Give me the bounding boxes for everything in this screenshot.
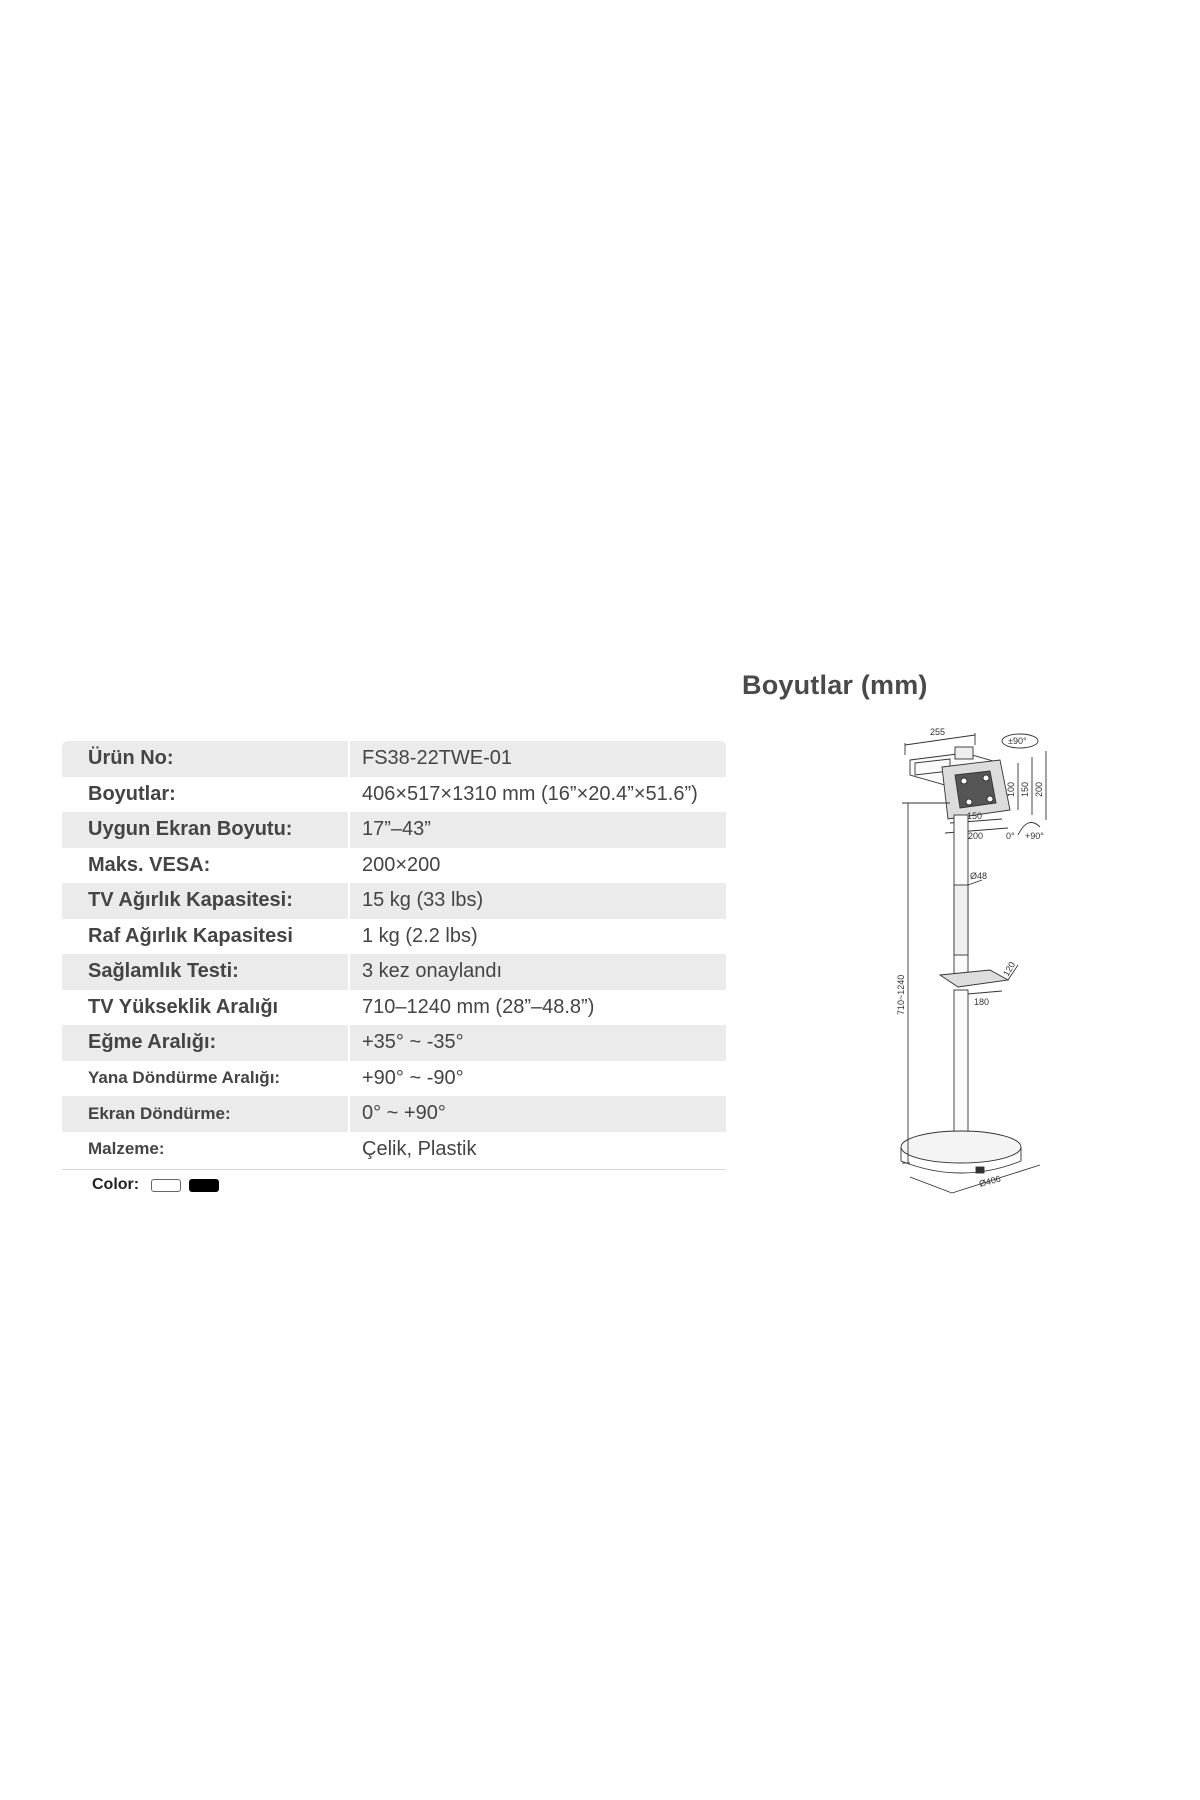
dim-label-vesa-150-h: 150: [967, 811, 983, 821]
spec-label: Boyutlar:: [88, 782, 176, 805]
color-swatch-white: [151, 1179, 181, 1192]
dim-label-height: 710~1240: [896, 974, 906, 1015]
spec-label: Ürün No:: [88, 747, 174, 770]
spec-value: 1 kg (2.2 lbs): [362, 924, 478, 947]
spec-row-tv-weight: [62, 883, 726, 919]
spec-value: 710–1240 mm (28”–48.8”): [362, 995, 595, 1018]
dim-label-top-width: 255: [930, 727, 946, 737]
spec-value: 0° ~ +90°: [362, 1102, 446, 1125]
spec-row-tilt: [62, 1025, 726, 1061]
spec-row-rotation: [62, 1096, 726, 1132]
spec-value: 200×200: [362, 853, 441, 876]
spec-label: Yana Döndürme Aralığı:: [88, 1068, 281, 1088]
dim-label-shelf-width: 180: [974, 997, 990, 1007]
color-label: Color:: [92, 1176, 140, 1193]
spec-row-product-no: [62, 741, 726, 777]
dimensions-title: Boyutlar (mm): [742, 670, 928, 700]
spec-label: TV Ağırlık Kapasitesi:: [88, 889, 293, 912]
spec-row-screen-size: [62, 812, 726, 848]
spec-table: [62, 741, 726, 1200]
dim-label-vesa-200-h: 200: [968, 831, 984, 841]
dim-label-base: Ø406: [977, 1173, 1002, 1189]
spec-label: Ekran Döndürme:: [88, 1103, 231, 1123]
spec-label: Malzeme:: [88, 1139, 165, 1159]
spec-row-dimensions: [62, 777, 726, 813]
spec-label: Uygun Ekran Boyutu:: [88, 818, 293, 841]
color-swatch-black: [189, 1179, 219, 1192]
spec-row-durability: [62, 954, 726, 990]
dim-label-pole: Ø48: [970, 871, 988, 881]
spec-value: 15 kg (33 lbs): [362, 889, 484, 912]
spec-value: 17”–43”: [362, 818, 431, 841]
dim-label-angle-0: 0°: [1006, 831, 1015, 841]
spec-label: Eğme Aralığı:: [88, 1031, 217, 1054]
dim-label-vesa-100: 100: [1006, 781, 1016, 797]
spec-label: Maks. VESA:: [88, 853, 211, 876]
spec-row-height-range: [62, 990, 726, 1026]
dim-label-angle-90: +90°: [1025, 831, 1044, 841]
spec-value: +35° ~ -35°: [362, 1031, 464, 1054]
spec-value: FS38-22TWE-01: [362, 747, 513, 770]
spec-value: 3 kez onaylandı: [362, 960, 503, 983]
dim-label-rotate: ±90°: [1008, 736, 1027, 746]
dim-label-vesa-150-v: 150: [1020, 781, 1030, 797]
color-options: [62, 1170, 726, 1200]
spec-row-swivel: [62, 1061, 726, 1097]
spec-label: Raf Ağırlık Kapasitesi: [88, 924, 293, 947]
dim-label-shelf-depth: 120: [1001, 959, 1018, 978]
spec-label: TV Yükseklik Aralığı: [88, 995, 279, 1018]
spec-row-vesa: [62, 848, 726, 884]
spec-value: +90° ~ -90°: [362, 1066, 464, 1089]
dimension-drawing: [890, 715, 1100, 1195]
spec-value: 406×517×1310 mm (16”×20.4”×51.6”): [362, 782, 698, 805]
spec-value: Çelik, Plastik: [362, 1137, 477, 1160]
spec-row-material: [62, 1132, 726, 1168]
dim-label-vesa-200-v: 200: [1034, 781, 1044, 797]
spec-row-shelf-weight: [62, 919, 726, 955]
spec-label: Sağlamlık Testi:: [88, 960, 239, 983]
